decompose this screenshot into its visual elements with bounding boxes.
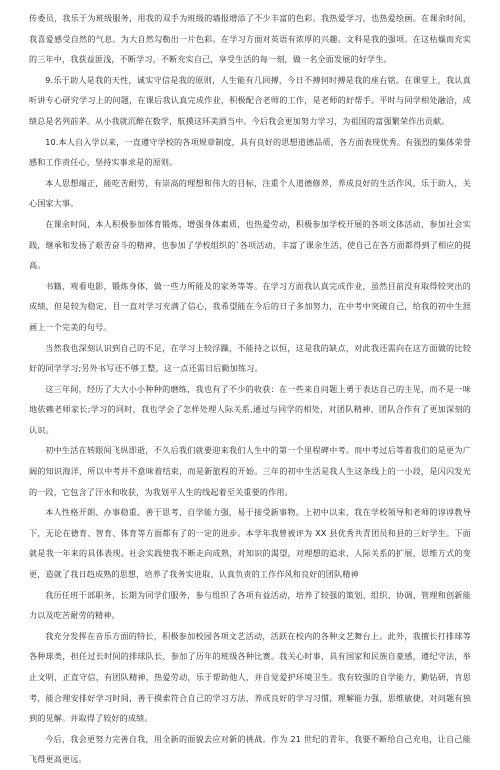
paragraph-7: 当然我也深刻认识到自己的不足，在学习上较浮躁，不能持之以恒，这是我的缺点，对此我还需向在这方面做的比较好的同学学习;另外书写还不够工整，这一点还需日后勤加练习。: [29, 342, 471, 374]
paragraph-6: 书籍，观看电影，锻炼身体，做一些力所能及的家务等等。在学习方面我认真完成作业，虽然目前没有取得较突出的成绩，但是较为稳定，目一直对学习充满了信心，我希望能在今后的日子多加努力，在中考中突破自己，给我的初中生涯画上一个完美的句号。: [29, 280, 471, 332]
paragraph-12: 我充分发挥在音乐方面的特长，积极参加校园各项文艺活动，活跃在校内的各种文艺舞台上。此外，我擅长打排球等各种球类，担任过长时间的排球队长，参加了历年的班级各种比赛。我关心时事，具有国家和民族自豪感，遵纪守法，举止文明，正直守信，有团队精神，热爱劳动，乐于帮助他人，并自觉爱护环境卫生。我有较强的自学能力，勤钻研，肯思考，能合理安排好学习时间，善于摸索符合自己的学习方法，养成良好的学习习惯，理解能力强，思维敏捷，对问题有独到的见解。并取得了较好的成绩。: [29, 630, 471, 724]
paragraph-4: 本人思想端正，能吃苦耐劳，有崇高的理想和伟大的目标，注重个人道德修养，养成良好的生活作风，乐于助人，关心国家大事。: [29, 177, 471, 209]
paragraph-5: 在课余时间，本人积极参加体育锻炼，增强身体素质，也热爱劳动，积极参加学校开展的各项文体活动，参加社会实践，继承和发扬了艰苦奋斗的精神，也参加了学校组织的`各项活动，丰富了课余生活，使自己在各方面都得到了相应的提高。: [29, 218, 471, 271]
paragraph-11: 我历任班干部职务，长期为同学们服务，参与组织了各项有益活动，培养了较强的策划、组织、协调、管理和创新能力以及吃苦耐劳的精神。: [29, 589, 471, 621]
paragraph-2: 9.乐于助人是我的天性，诚实守信是我的原则，人生能有几回搏，今日不搏何时搏是我的座右铭。在课堂上，我认真听讲专心研究学习上的问题，在课后我认真完成作业，积极配合老师的工作，是老师的好帮手。平时与同学相处融洽，成绩总是名列前茅。从小我就沉醉在数学，航摸这环美酒当中。今后我会更加努力学习，为祖国的富强繁荣作出贡献。: [29, 74, 471, 126]
paragraph-1: 传委员，我乐于为班级服务，用我的双手为班级的墙报增添了不少丰富的色彩。我热爱学习，也热爱绘画。在课余时间，我喜爱感受自然的气息。为大自然勾勒出一片色彩。在学习方面对英语有浓厚的兴趣。文科是我的强项。在这枯燥而充实的三年中，我获益匪浅，不断学习，不断充实自己，享受生活的每一刻，做一名全面发展的好学生。: [29, 13, 471, 65]
paragraph-13: 今后，我会更努力完善自我，用全新的面貌去应对新的挑战。作为 21 世纪的青年，我要不断给自己充电，让自己能飞得更高更远。: [29, 733, 471, 765]
paragraph-10: 本人性格开朗、办事稳重、善于思考、自学能力强，易于接受新事物。上初中以来，我在学校领导和老师的谆谆教导下，无论在德育、智育、体育等方面都有了的一定的进步。本学年我曾被评为 XX 县优秀共青团员和县的三好学生。下面就是我一年来的具体表现。社会实践使我不断走向成熟，对知识的渴望，对理想的追求，人际关系的扩展，思维方式的变更，造就了我日趋成熟的思想，培养了我务实进取、认真负责的工作作风和良好的团队精神: [29, 507, 471, 580]
paragraph-3: 10.本人自入学以来，一直遵守学校的各项规章制度，具有良好的思想道德品质，各方面表现优秀。有强烈的集体荣誉感和工作责任心，坚持实事求是的原则。: [29, 136, 471, 168]
paragraph-9: 初中生活在转眼间飞纵即逝，不久后我们就要迎来我们人生中的第一个里程碑中考。而中考过后等着我们的是更为广阔的知识海洋，所以中考并不意味着结束，而是新旅程的开始。三年的初中生活是我人生这条线上的一小段，是闪闪发光的一段，它包含了汗水和收获，为我划平人生的线起着至关重要的作用。: [29, 445, 471, 497]
paragraph-8: 这三年间，经历了大大小小种种的磨练，我也有了不少的收获：在一些来自问题上勇于表达自己的主见，而不是一味地依赖老师家长;学习的同时，我也学会了怎样处理人际关系,通过与同学的相处，对团队精神、团队合作有了更加深刻的认识。: [29, 383, 471, 435]
